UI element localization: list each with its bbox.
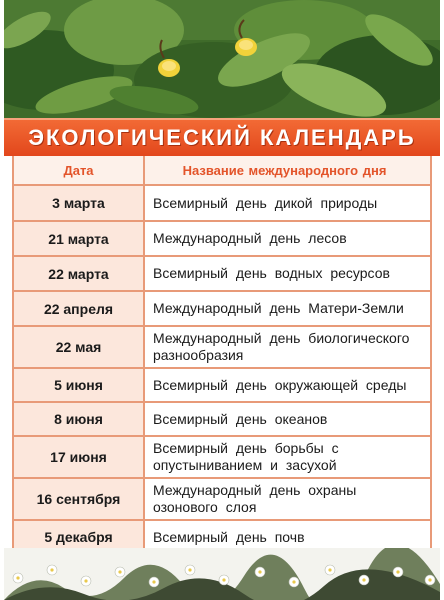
- row-date: 22 мая: [14, 327, 145, 367]
- row-date: 22 марта: [14, 257, 145, 290]
- row-name: Всемирный день почв: [145, 521, 430, 553]
- table-row: [14, 292, 430, 327]
- flowers-border-image: [4, 548, 440, 600]
- calendar-title: ЭКОЛОГИЧЕСКИЙ КАЛЕНДАРЬ: [28, 125, 416, 150]
- header-name: Название международного дня: [145, 156, 430, 184]
- header-date: Дата: [14, 156, 145, 184]
- row-date: 22 апреля: [14, 292, 145, 325]
- table-row: [14, 257, 430, 292]
- row-date: 5 июня: [14, 369, 145, 401]
- row-name: Всемирный день океанов: [145, 403, 430, 435]
- row-name: Международный день лесов: [145, 222, 430, 255]
- row-date: 17 июня: [14, 437, 145, 477]
- row-name: Международный день Матери-Земли: [145, 292, 430, 325]
- table-header-row: [14, 156, 430, 186]
- row-date: 8 июня: [14, 403, 145, 435]
- row-name: Всемирный день борьбы с опустыниванием и засухой: [145, 437, 430, 477]
- row-name: Международный день охраны озонового слоя: [145, 479, 430, 519]
- row-date: 3 марта: [14, 186, 145, 220]
- table-row: [14, 327, 430, 369]
- row-date: 5 декабря: [14, 521, 145, 553]
- plants-photo: [4, 0, 440, 118]
- eco-calendar-table: [12, 156, 432, 555]
- table-row: [14, 479, 430, 521]
- row-date: 21 марта: [14, 222, 145, 255]
- table-row: [14, 369, 430, 403]
- table-row: [14, 437, 430, 479]
- calendar-title-banner: [4, 118, 440, 156]
- row-name: Всемирный день водных ресурсов: [145, 257, 430, 290]
- row-date: 16 сентября: [14, 479, 145, 519]
- table-row: [14, 403, 430, 437]
- row-name: Всемирный день окружающей среды: [145, 369, 430, 401]
- row-name: Всемирный день дикой природы: [145, 186, 430, 220]
- table-row: [14, 222, 430, 257]
- row-name: Международный день биологического разнообразия: [145, 327, 430, 367]
- table-row: [14, 186, 430, 222]
